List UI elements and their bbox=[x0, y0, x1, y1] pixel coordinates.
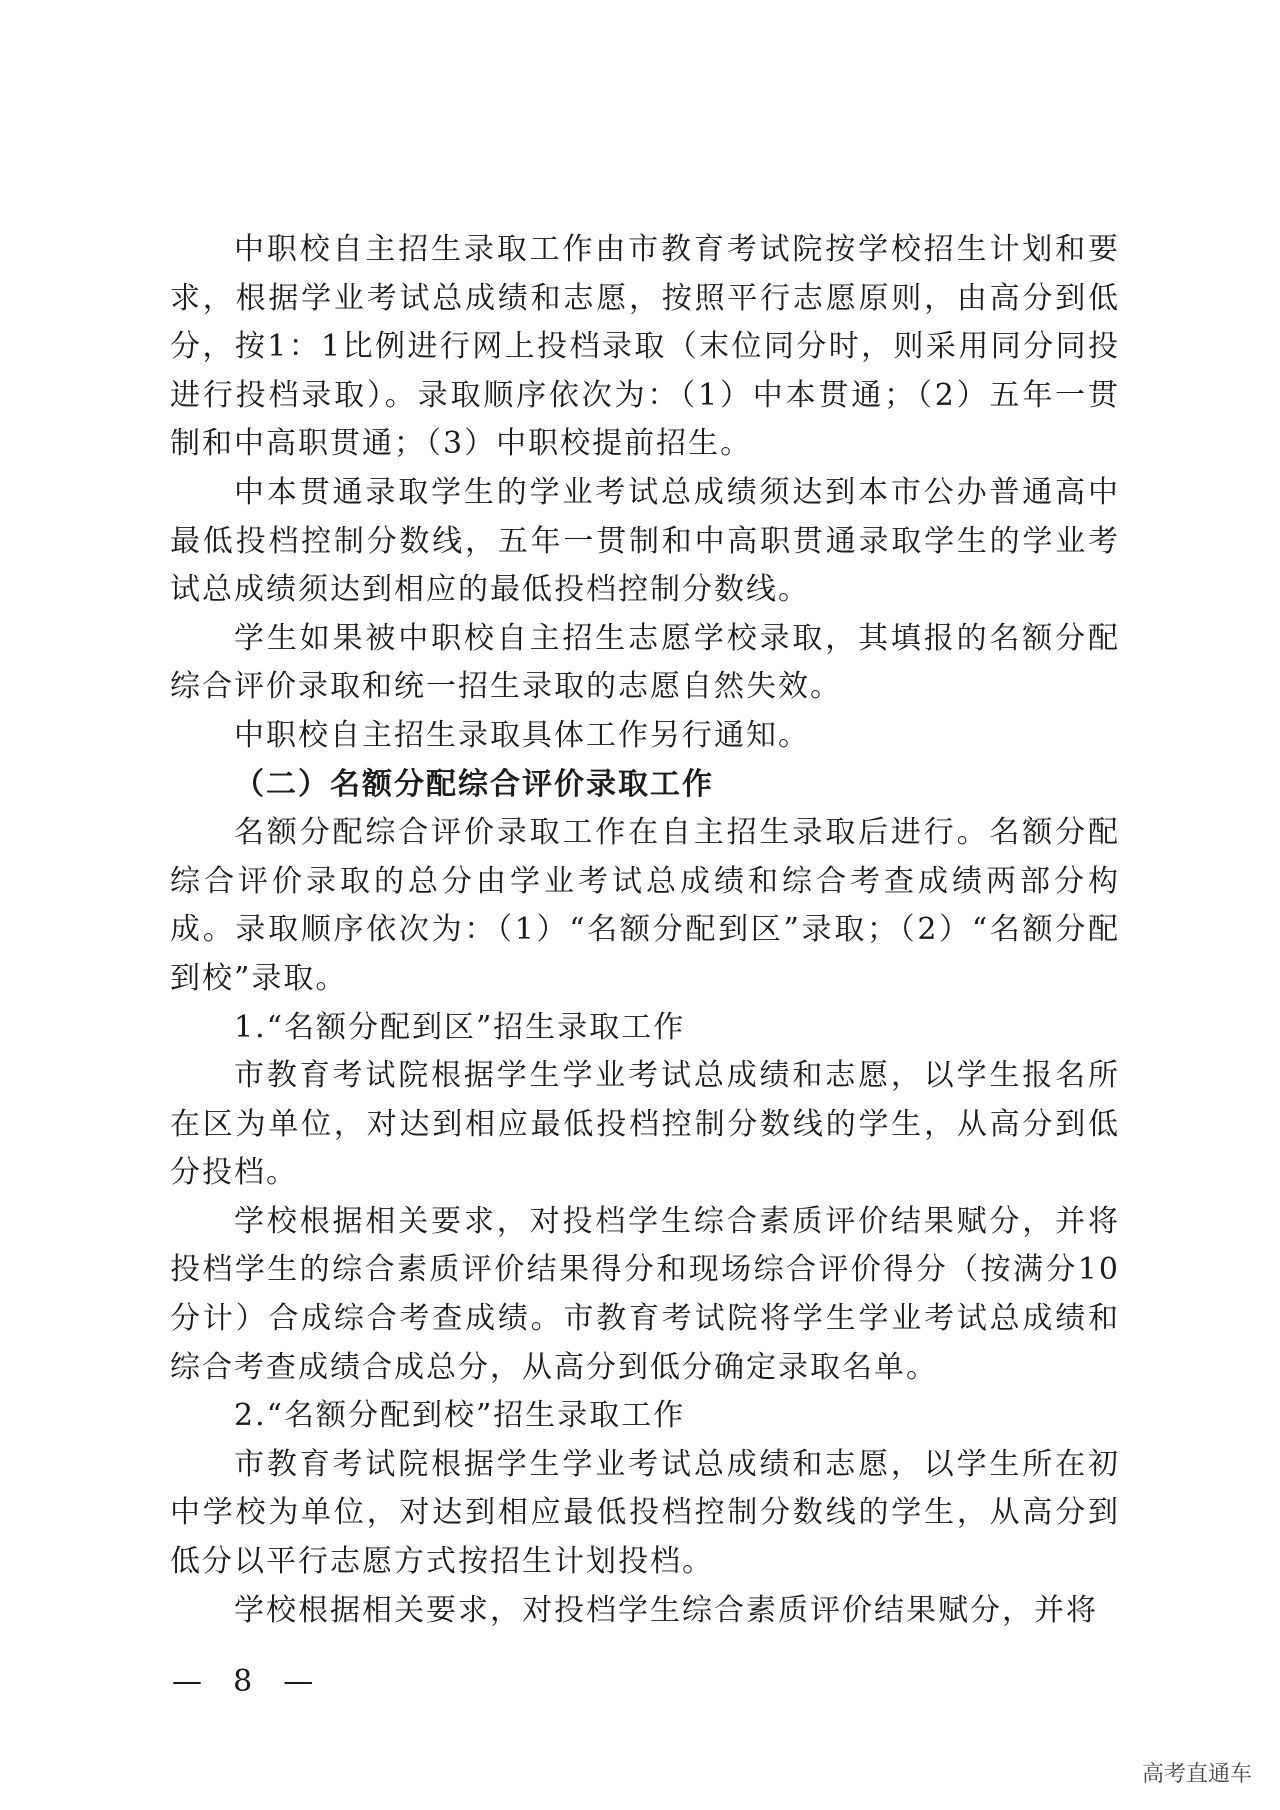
paragraph: 学校根据相关要求，对投档学生综合素质评价结果赋分，并将投档学生的综合素质评价结果得分和现场综合评价得分（按满分10分计）合成综合考查成绩。市教育考试院将学生学业考试总成绩和综合考查成绩合成总分，从高分到低分确定录取名单。 bbox=[170, 1203, 1120, 1385]
paragraph: 市教育考试院根据学生学业考试总成绩和志愿，以学生报名所在区为单位，对达到相应最低投档控制分数线的学生，从高分到低分投档。 bbox=[170, 1058, 1120, 1191]
paragraph: 中职校自主招生录取具体工作另行通知。 bbox=[234, 717, 810, 753]
paragraph: 市教育考试院根据学生学业考试总成绩和志愿，以学生所在初中学校为单位，对达到相应最低投档控制分数线的学生，从高分到低分以平行志愿方式按招生计划投档。 bbox=[170, 1446, 1120, 1580]
paragraph: 名额分配综合评价录取工作在自主招生录取后进行。名额分配综合评价录取的总分由学业考试总成绩和综合考查成绩两部分构成。录取顺序依次为：（1）“名额分配到区”录取；（2）“名额分配到校”录取。 bbox=[170, 815, 1120, 996]
paragraph: 学生如果被中职校自主招生志愿学校录取，其填报的名额分配综合评价录取和统一招生录取的志愿自然失效。 bbox=[170, 620, 1120, 705]
watermark-text: 高考直通车 bbox=[1141, 1762, 1252, 1787]
paragraph: 中职校自主招生录取工作由市教育考试院按学校招生计划和要求，根据学业考试总成绩和志愿，按照平行志愿原则，由高分到低分，按1：1比例进行网上投档录取（末位同分时，则采用同分同投进行投档录取）。录取顺序依次为：（1）中本贯通；（2）五年一贯制和中高职贯通；（3）中职校提前招生。 bbox=[170, 232, 1120, 462]
subsection-title-school: 2.“名额分配到校”招生录取工作 bbox=[234, 1398, 686, 1434]
page-number: — 8 — bbox=[172, 1664, 318, 1699]
paragraph: 中本贯通录取学生的学业考试总成绩须达到本市公办普通高中最低投档控制分数线，五年一贯制和中高职贯通录取学生的学业考试总成绩须达到相应的最低投档控制分数线。 bbox=[170, 474, 1120, 608]
section-heading: （二）名额分配综合评价录取工作 bbox=[234, 766, 714, 802]
subsection-title-district: 1.“名额分配到区”招生录取工作 bbox=[234, 1009, 686, 1045]
document-body bbox=[170, 226, 1120, 1635]
paragraph: 学校根据相关要求，对投档学生综合素质评价结果赋分，并将 bbox=[234, 1592, 1098, 1628]
